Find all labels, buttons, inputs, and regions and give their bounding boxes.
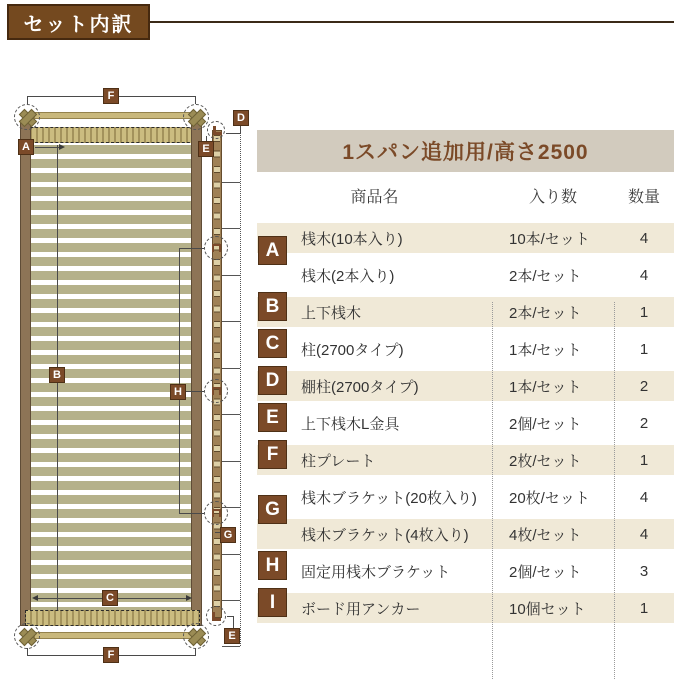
column-header-qty: 数量 [627,188,660,206]
top-rail [25,127,200,143]
table-row [257,260,674,290]
cell-product-name: 桟木(2本入り) [301,267,395,285]
column-divider [492,302,493,680]
fixing-bracket-icon [212,387,221,395]
cell-per-set: 4枚/セット [509,526,582,544]
plate-highlight-bottom-left [14,623,40,649]
table-row [257,408,674,438]
row-badge-h: H [258,551,287,580]
parts-table [257,130,674,630]
bottom-rail [25,610,200,626]
l-bracket-icon [213,126,222,135]
row-badge-g: G [258,495,287,524]
cell-per-set: 10本/セット [509,230,590,248]
table-row [257,445,674,475]
table-row [257,223,674,253]
mark-slat-bracket: G [220,527,236,543]
plate-highlight-top-right [183,104,209,130]
table-column-header [257,172,674,218]
cell-per-set: 20枚/セット [509,489,590,507]
mark-shelf-standard: D [233,110,249,126]
cell-per-set: 2枚/セット [509,452,582,470]
mark-plate-bottom: F [103,647,119,663]
row-badge-c: C [258,329,287,358]
cell-per-set: 2本/セット [509,267,582,285]
shelf-standard [212,130,222,618]
row-badge-a: A [258,236,287,265]
top-bar [34,112,192,119]
bottom-bar [34,632,192,639]
shelf-standard-extent-line [240,133,241,646]
cell-product-name: 桟木ブラケット(20枚入り) [301,489,477,507]
table-row [257,519,674,549]
cell-qty: 1 [639,340,649,358]
cell-product-name: 桟木ブラケット(4枚入り) [301,526,469,544]
cell-qty: 4 [639,266,649,284]
row-badge-f: F [258,440,287,469]
cell-product-name: 棚柱(2700タイプ) [301,378,419,396]
table-row [257,371,674,401]
fixing-bracket-icon [212,509,221,517]
column-header-per-set: 入り数 [528,188,577,206]
plate-highlight-bottom-right [183,623,209,649]
mark-fixing-bracket: H [170,384,186,400]
table-title: 1スパン追加用/高さ2500 [257,130,674,172]
cell-qty: 4 [639,229,649,247]
mark-l-bracket-top: E [198,141,214,157]
row-badge-e: E [258,403,287,432]
table-row [257,593,674,623]
mark-post: C [102,590,118,606]
cell-per-set: 2個/セット [509,415,582,433]
cell-qty: 3 [639,562,649,580]
cell-qty: 4 [639,525,649,543]
row-badge-i: I [258,588,287,617]
table-rows [257,218,674,623]
cell-product-name: 柱(2700タイプ) [301,341,404,359]
cell-qty: 2 [639,414,649,432]
left-post [20,121,31,626]
cell-per-set: 1本/セット [509,378,582,396]
cell-product-name: 柱プレート [301,452,376,470]
cell-product-name: 桟木(10本入り) [301,230,403,248]
cell-qty: 1 [639,599,649,617]
cell-product-name: 固定用桟木ブラケット [301,563,451,581]
mark-l-bracket-bottom: E [224,628,240,644]
cell-product-name: ボード用アンカー [301,600,421,618]
page-title-text: セット内訳 [23,13,134,36]
mark-rails: B [49,367,65,383]
cell-product-name: 上下桟木L金具 [301,415,400,433]
l-bracket-icon [212,612,221,621]
row-badge-d: D [258,366,287,395]
cell-qty: 1 [639,303,649,321]
table-row [257,297,674,327]
fence-diagram [0,0,255,680]
fixing-bracket-icon [212,244,221,252]
mark-plate-top: F [103,88,119,104]
plate-highlight-top-left [14,104,40,130]
cell-qty: 4 [639,488,649,506]
right-post [191,121,202,626]
column-header-name: 商品名 [350,188,399,206]
cell-qty: 1 [639,451,649,469]
table-row [257,556,674,586]
column-divider [614,302,615,680]
row-badge-b: B [258,292,287,321]
cell-per-set: 2個/セット [509,563,582,581]
cell-per-set: 10個セット [509,600,586,618]
cell-product-name: 上下桟木 [301,304,362,322]
cell-per-set: 1本/セット [509,341,582,359]
table-row [257,482,674,512]
cell-qty: 2 [639,377,649,395]
table-row [257,334,674,364]
cell-per-set: 2本/セット [509,304,582,322]
mark-slats: A [18,139,34,155]
